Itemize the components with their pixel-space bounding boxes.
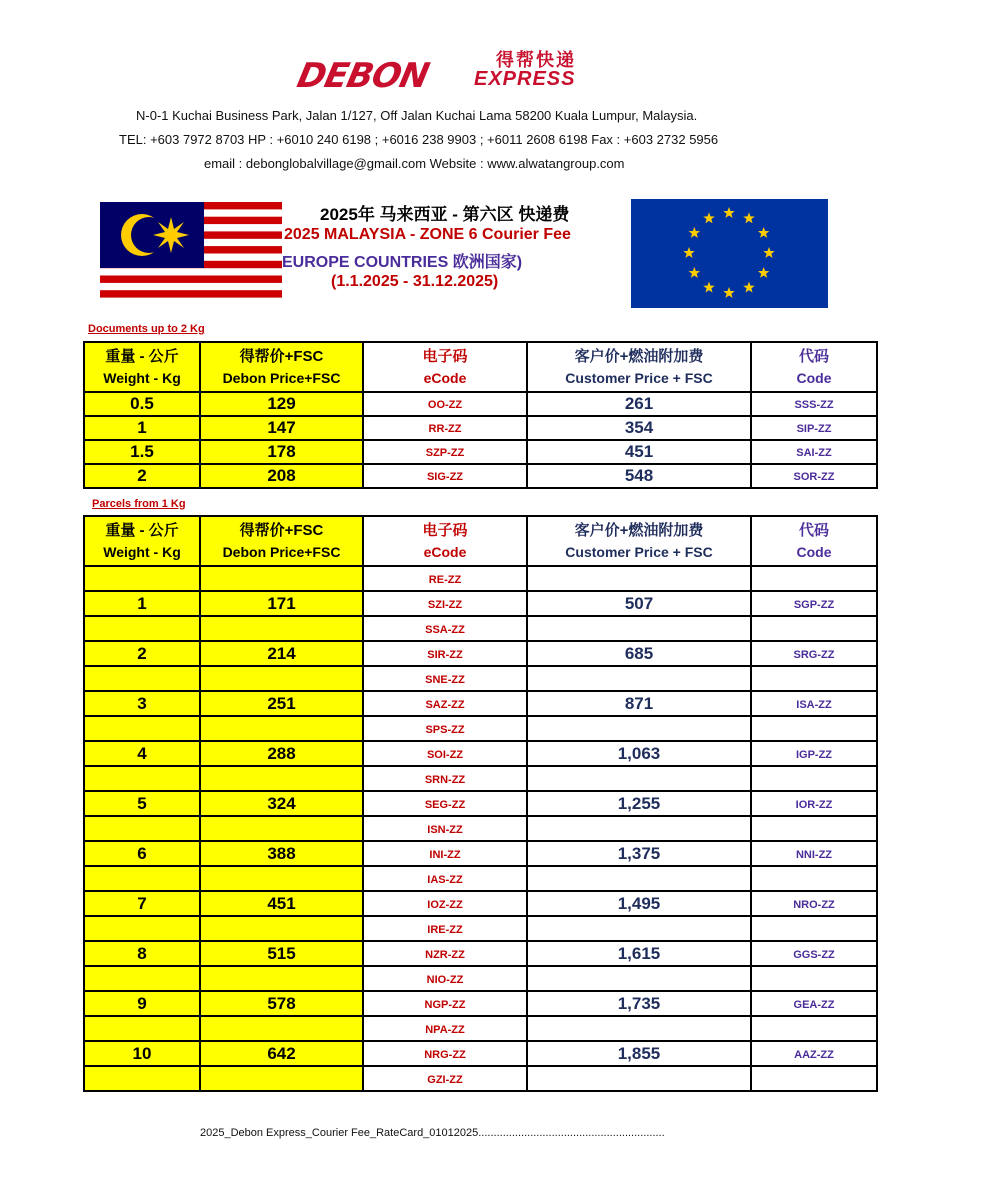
code-cell-text: SRG-ZZ	[793, 648, 835, 661]
code-cell	[751, 616, 877, 641]
code-cell	[751, 716, 877, 741]
parcels-note: Parcels from 1 Kg	[92, 498, 186, 510]
customer-price-cell-text: 1,495	[617, 893, 661, 913]
ecode-header: 电子码 eCode	[363, 516, 527, 566]
title-dates: (1.1.2025 - 31.12.2025)	[331, 273, 499, 290]
debon-price-cell	[200, 816, 363, 841]
eu-star-icon	[703, 212, 714, 223]
code-cell	[751, 566, 877, 591]
customer-price-cell	[527, 866, 751, 891]
ecode-cell	[363, 440, 527, 464]
debon-price-cell-text: 642	[267, 1043, 296, 1063]
ecode-header: 电子码 eCode	[363, 342, 527, 392]
code-cell-text: IGP-ZZ	[795, 748, 833, 761]
weight-cell	[84, 841, 200, 866]
customer-price-cell-text: 871	[624, 693, 654, 713]
weight-cell-text: 3	[137, 693, 147, 713]
table-row	[84, 392, 877, 416]
weight-cell-text: 0.5	[130, 394, 154, 413]
ecode-cell-text: SSA-ZZ	[425, 623, 465, 636]
weight-cell	[84, 666, 200, 691]
debon-price-header: 得帮价+FSC Debon Price+FSC	[200, 516, 363, 566]
documents-table-body	[84, 392, 877, 488]
customer-price-cell-text: 1,255	[617, 793, 661, 813]
debon-price-cell	[200, 691, 363, 716]
malaysia-flag-icon	[100, 202, 282, 305]
email-website-line: email : debonglobalvillage@gmail.com Website : www.alwatangroup.com	[204, 156, 625, 171]
customer-price-cell	[527, 891, 751, 916]
table-row	[84, 691, 877, 716]
customer-price-cell-text: 685	[624, 643, 654, 663]
customer-price-cell	[527, 841, 751, 866]
weight-header: 重量 - 公斤 Weight - Kg	[84, 342, 200, 392]
parcels-rate-table	[83, 515, 878, 1092]
debon-price-cell	[200, 464, 363, 488]
ecode-cell-text: SPS-ZZ	[425, 723, 465, 736]
table-row	[84, 791, 877, 816]
code-cell	[751, 866, 877, 891]
ecode-cell	[363, 666, 527, 691]
code-cell-text: GEA-ZZ	[793, 998, 835, 1011]
debon-price-cell	[200, 791, 363, 816]
weight-cell	[84, 716, 200, 741]
code-cell	[751, 791, 877, 816]
debon-price-cell	[200, 766, 363, 791]
debon-price-cell-text: 515	[267, 943, 296, 963]
customer-price-cell	[527, 464, 751, 488]
code-cell-text: GGS-ZZ	[793, 948, 835, 961]
customer-price-cell-text: 451	[624, 442, 654, 461]
ecode-cell-text: NZR-ZZ	[425, 948, 465, 961]
ecode-cell-text: NPA-ZZ	[425, 1023, 465, 1036]
customer-price-cell	[527, 416, 751, 440]
ecode-cell	[363, 791, 527, 816]
customer-price-cell	[527, 591, 751, 616]
eu-star-icon	[763, 247, 774, 258]
ecode-cell	[363, 916, 527, 941]
weight-cell-text: 7	[137, 893, 147, 913]
weight-cell-text: 2	[137, 643, 147, 663]
ecode-cell	[363, 392, 527, 416]
debon-price-cell-text: 288	[267, 743, 296, 763]
ecode-cell	[363, 841, 527, 866]
table-row	[84, 916, 877, 941]
table-row	[84, 566, 877, 591]
customer-price-cell	[527, 791, 751, 816]
table-row	[84, 766, 877, 791]
eu-star-icon	[723, 287, 734, 298]
address-line: N-0-1 Kuchai Business Park, Jalan 1/127, Off Jalan Kuchai Lama 58200 Kuala Lumpur, Malaysia.	[136, 108, 698, 123]
debon-price-cell	[200, 666, 363, 691]
code-cell	[751, 464, 877, 488]
debon-price-cell	[200, 891, 363, 916]
customer-price-cell-text: 548	[624, 466, 654, 485]
table-row	[84, 941, 877, 966]
ecode-cell-text: SIG-ZZ	[426, 471, 464, 483]
weight-cell	[84, 591, 200, 616]
customer-price-cell-text: 507	[624, 593, 654, 613]
code-cell	[751, 1016, 877, 1041]
code-cell	[751, 1041, 877, 1066]
debon-price-cell	[200, 416, 363, 440]
customer-price-cell-text: 261	[624, 394, 654, 413]
customer-price-cell-text: 1,855	[617, 1043, 661, 1063]
weight-cell	[84, 440, 200, 464]
table-row	[84, 666, 877, 691]
debon-price-cell-text: 388	[267, 843, 296, 863]
parcels-header-row	[84, 516, 877, 566]
title-chinese: 2025年 马来西亚 - 第六区 快递费	[320, 205, 570, 224]
weight-cell	[84, 941, 200, 966]
customer-price-cell	[527, 716, 751, 741]
debon-price-cell	[200, 916, 363, 941]
code-cell	[751, 991, 877, 1016]
table-row	[84, 416, 877, 440]
debon-price-cell	[200, 616, 363, 641]
debon-price-cell-text: 208	[267, 466, 296, 485]
title-region: EUROPE COUNTRIES 欧洲国家)	[282, 254, 523, 271]
customer-price-cell	[527, 1016, 751, 1041]
debon-price-cell	[200, 716, 363, 741]
weight-cell	[84, 741, 200, 766]
customer-price-cell	[527, 816, 751, 841]
debon-price-cell-text: 129	[267, 394, 296, 413]
ecode-cell	[363, 1016, 527, 1041]
customer-price-cell	[527, 440, 751, 464]
code-cell-text: SIP-ZZ	[796, 423, 832, 435]
weight-cell	[84, 1016, 200, 1041]
code-cell-text: NRO-ZZ	[793, 898, 835, 911]
ecode-cell	[363, 566, 527, 591]
ecode-cell-text: SAZ-ZZ	[425, 698, 465, 711]
customer-price-cell-text: 1,063	[617, 743, 661, 763]
ecode-cell	[363, 641, 527, 666]
weight-cell	[84, 691, 200, 716]
table-row	[84, 891, 877, 916]
table-row	[84, 866, 877, 891]
customer-price-cell	[527, 966, 751, 991]
eu-star-icon	[758, 227, 769, 238]
weight-cell	[84, 566, 200, 591]
eu-star-icon	[689, 227, 700, 238]
debon-price-cell	[200, 641, 363, 666]
customer-price-cell	[527, 691, 751, 716]
code-cell	[751, 416, 877, 440]
customer-price-cell	[527, 1041, 751, 1066]
code-cell-text: IOR-ZZ	[795, 798, 833, 811]
table-row	[84, 741, 877, 766]
weight-cell-text: 1.5	[130, 442, 154, 461]
debon-price-cell-text: 324	[267, 793, 296, 813]
weight-cell	[84, 1066, 200, 1091]
ecode-cell	[363, 991, 527, 1016]
weight-cell	[84, 392, 200, 416]
table-row	[84, 440, 877, 464]
ecode-cell-text: SEG-ZZ	[424, 798, 466, 811]
debon-price-cell-text: 214	[267, 643, 296, 663]
debon-price-cell-text: 578	[267, 993, 296, 1013]
customer-price-cell	[527, 616, 751, 641]
table-row	[84, 1066, 877, 1091]
debon-price-cell	[200, 866, 363, 891]
ecode-cell-text: GZI-ZZ	[427, 1073, 463, 1086]
ecode-cell	[363, 716, 527, 741]
code-cell	[751, 591, 877, 616]
ecode-cell-text: RE-ZZ	[428, 573, 462, 586]
ecode-cell-text: SZI-ZZ	[427, 598, 463, 611]
ecode-cell	[363, 1066, 527, 1091]
table-row	[84, 966, 877, 991]
code-cell	[751, 691, 877, 716]
table-row	[84, 716, 877, 741]
table-row	[84, 591, 877, 616]
code-cell	[751, 941, 877, 966]
weight-cell	[84, 464, 200, 488]
weight-cell	[84, 816, 200, 841]
code-cell-text: SAI-ZZ	[796, 447, 832, 459]
customer-price-header: 客户价+燃油附加费 Customer Price + FSC	[527, 516, 751, 566]
debon-price-cell	[200, 991, 363, 1016]
debon-price-cell	[200, 440, 363, 464]
debon-price-header: 得帮价+FSC Debon Price+FSC	[200, 342, 363, 392]
weight-cell	[84, 1041, 200, 1066]
weight-cell	[84, 616, 200, 641]
code-cell-text: ISA-ZZ	[796, 698, 832, 711]
parcels-table-body	[84, 566, 877, 1091]
eu-star-icon	[743, 282, 754, 293]
code-cell-text: SGP-ZZ	[793, 598, 835, 611]
weight-cell-text: 1	[137, 593, 147, 613]
code-cell	[751, 641, 877, 666]
eu-star-icon	[683, 247, 694, 258]
logo-chinese: 得帮快递	[496, 50, 576, 70]
code-cell	[751, 666, 877, 691]
code-cell-text: AAZ-ZZ	[794, 1048, 834, 1061]
debon-price-cell-text: 178	[267, 442, 296, 461]
eu-star-icon	[689, 267, 700, 278]
debon-price-cell	[200, 966, 363, 991]
weight-cell	[84, 966, 200, 991]
code-cell	[751, 766, 877, 791]
weight-cell	[84, 791, 200, 816]
table-row	[84, 616, 877, 641]
table-row	[84, 641, 877, 666]
customer-price-cell-text: 1,375	[617, 843, 661, 863]
ecode-cell	[363, 941, 527, 966]
weight-cell-text: 6	[137, 843, 147, 863]
customer-price-cell	[527, 1066, 751, 1091]
customer-price-cell	[527, 666, 751, 691]
code-cell	[751, 1066, 877, 1091]
customer-price-cell	[527, 941, 751, 966]
code-cell	[751, 891, 877, 916]
weight-cell-text: 5	[137, 793, 147, 813]
weight-cell-text: 4	[137, 743, 147, 763]
customer-price-cell-text: 354	[624, 418, 654, 437]
ecode-cell	[363, 741, 527, 766]
ecode-cell-text: SZP-ZZ	[425, 447, 465, 459]
customer-price-cell	[527, 566, 751, 591]
customer-price-cell	[527, 392, 751, 416]
customer-price-cell-text: 1,735	[617, 993, 661, 1013]
debon-price-cell-text: 251	[267, 693, 296, 713]
weight-cell-text: 10	[132, 1043, 152, 1063]
ecode-cell	[363, 416, 527, 440]
logo-brand: DEBON	[293, 56, 432, 96]
ecode-cell-text: SRN-ZZ	[424, 773, 466, 786]
code-cell	[751, 392, 877, 416]
eu-star-icon	[758, 267, 769, 278]
code-cell	[751, 966, 877, 991]
debon-price-cell	[200, 1041, 363, 1066]
debon-price-cell	[200, 1066, 363, 1091]
table-row	[84, 1041, 877, 1066]
weight-cell-text: 1	[137, 418, 147, 437]
code-header: 代码 Code	[751, 516, 877, 566]
debon-express-logo	[293, 44, 618, 96]
debon-price-cell	[200, 1016, 363, 1041]
weight-cell-text: 9	[137, 993, 147, 1013]
logo-express: EXPRESS	[474, 68, 576, 90]
ecode-cell-text: OO-ZZ	[427, 399, 463, 411]
ecode-cell-text: SNE-ZZ	[425, 673, 465, 686]
code-cell	[751, 741, 877, 766]
footer-filename: 2025_Debon Express_Courier Fee_RateCard_01012025.............................................................	[200, 1127, 665, 1139]
customer-price-cell	[527, 916, 751, 941]
ecode-cell	[363, 891, 527, 916]
weight-cell	[84, 641, 200, 666]
weight-header: 重量 - 公斤 Weight - Kg	[84, 516, 200, 566]
weight-cell	[84, 991, 200, 1016]
code-header: 代码 Code	[751, 342, 877, 392]
table-row	[84, 816, 877, 841]
debon-price-cell-text: 147	[267, 418, 296, 437]
table-row	[84, 1016, 877, 1041]
ecode-cell-text: ISN-ZZ	[427, 823, 463, 836]
ecode-cell-text: IOZ-ZZ	[427, 898, 463, 911]
documents-note: Documents up to 2 Kg	[88, 323, 205, 335]
ecode-cell	[363, 1041, 527, 1066]
ecode-cell	[363, 691, 527, 716]
ecode-cell-text: IRE-ZZ	[427, 923, 463, 936]
debon-price-cell	[200, 392, 363, 416]
ecode-cell	[363, 464, 527, 488]
debon-price-cell-text: 451	[267, 893, 296, 913]
customer-price-cell	[527, 641, 751, 666]
table-row	[84, 991, 877, 1016]
code-cell-text: SOR-ZZ	[793, 471, 835, 483]
ecode-cell	[363, 616, 527, 641]
title-english: 2025 MALAYSIA - ZONE 6 Courier Fee	[284, 226, 571, 243]
documents-rate-table	[83, 341, 878, 489]
ecode-cell-text: RR-ZZ	[428, 423, 462, 435]
debon-price-cell	[200, 941, 363, 966]
ecode-cell-text: IAS-ZZ	[427, 873, 463, 886]
debon-price-cell	[200, 841, 363, 866]
weight-cell	[84, 891, 200, 916]
eu-star-icon	[703, 282, 714, 293]
weight-cell	[84, 766, 200, 791]
weight-cell	[84, 866, 200, 891]
debon-price-cell	[200, 741, 363, 766]
code-cell	[751, 816, 877, 841]
ecode-cell-text: INI-ZZ	[429, 848, 461, 861]
ecode-cell	[363, 866, 527, 891]
ecode-cell	[363, 816, 527, 841]
ecode-cell	[363, 766, 527, 791]
eu-flag-icon	[631, 199, 828, 308]
ecode-cell	[363, 966, 527, 991]
phone-line: TEL: +603 7972 8703 HP : +6010 240 6198 ; +6016 238 9903 ; +6011 2608 6198 Fax : +603 2732 5956	[119, 132, 719, 147]
code-cell	[751, 841, 877, 866]
table-row	[84, 464, 877, 488]
ecode-cell-text: NRG-ZZ	[424, 1048, 466, 1061]
ecode-cell-text: NIO-ZZ	[426, 973, 464, 986]
eu-star-icon	[743, 212, 754, 223]
customer-price-header: 客户价+燃油附加费 Customer Price + FSC	[527, 342, 751, 392]
code-cell-text: SSS-ZZ	[794, 399, 834, 411]
debon-price-cell	[200, 566, 363, 591]
ecode-cell-text: NGP-ZZ	[424, 998, 466, 1011]
ecode-cell	[363, 591, 527, 616]
customer-price-cell-text: 1,615	[617, 943, 661, 963]
customer-price-cell	[527, 991, 751, 1016]
documents-header-row	[84, 342, 877, 392]
weight-cell-text: 8	[137, 943, 147, 963]
weight-cell	[84, 416, 200, 440]
ecode-cell-text: SIR-ZZ	[427, 648, 463, 661]
eu-star-icon	[723, 207, 734, 218]
code-cell	[751, 440, 877, 464]
debon-price-cell-text: 171	[267, 593, 296, 613]
code-cell-text: NNI-ZZ	[795, 848, 833, 861]
ecode-cell-text: SOI-ZZ	[426, 748, 464, 761]
code-cell	[751, 916, 877, 941]
customer-price-cell	[527, 766, 751, 791]
customer-price-cell	[527, 741, 751, 766]
debon-price-cell	[200, 591, 363, 616]
weight-cell	[84, 916, 200, 941]
table-row	[84, 841, 877, 866]
weight-cell-text: 2	[137, 466, 147, 485]
